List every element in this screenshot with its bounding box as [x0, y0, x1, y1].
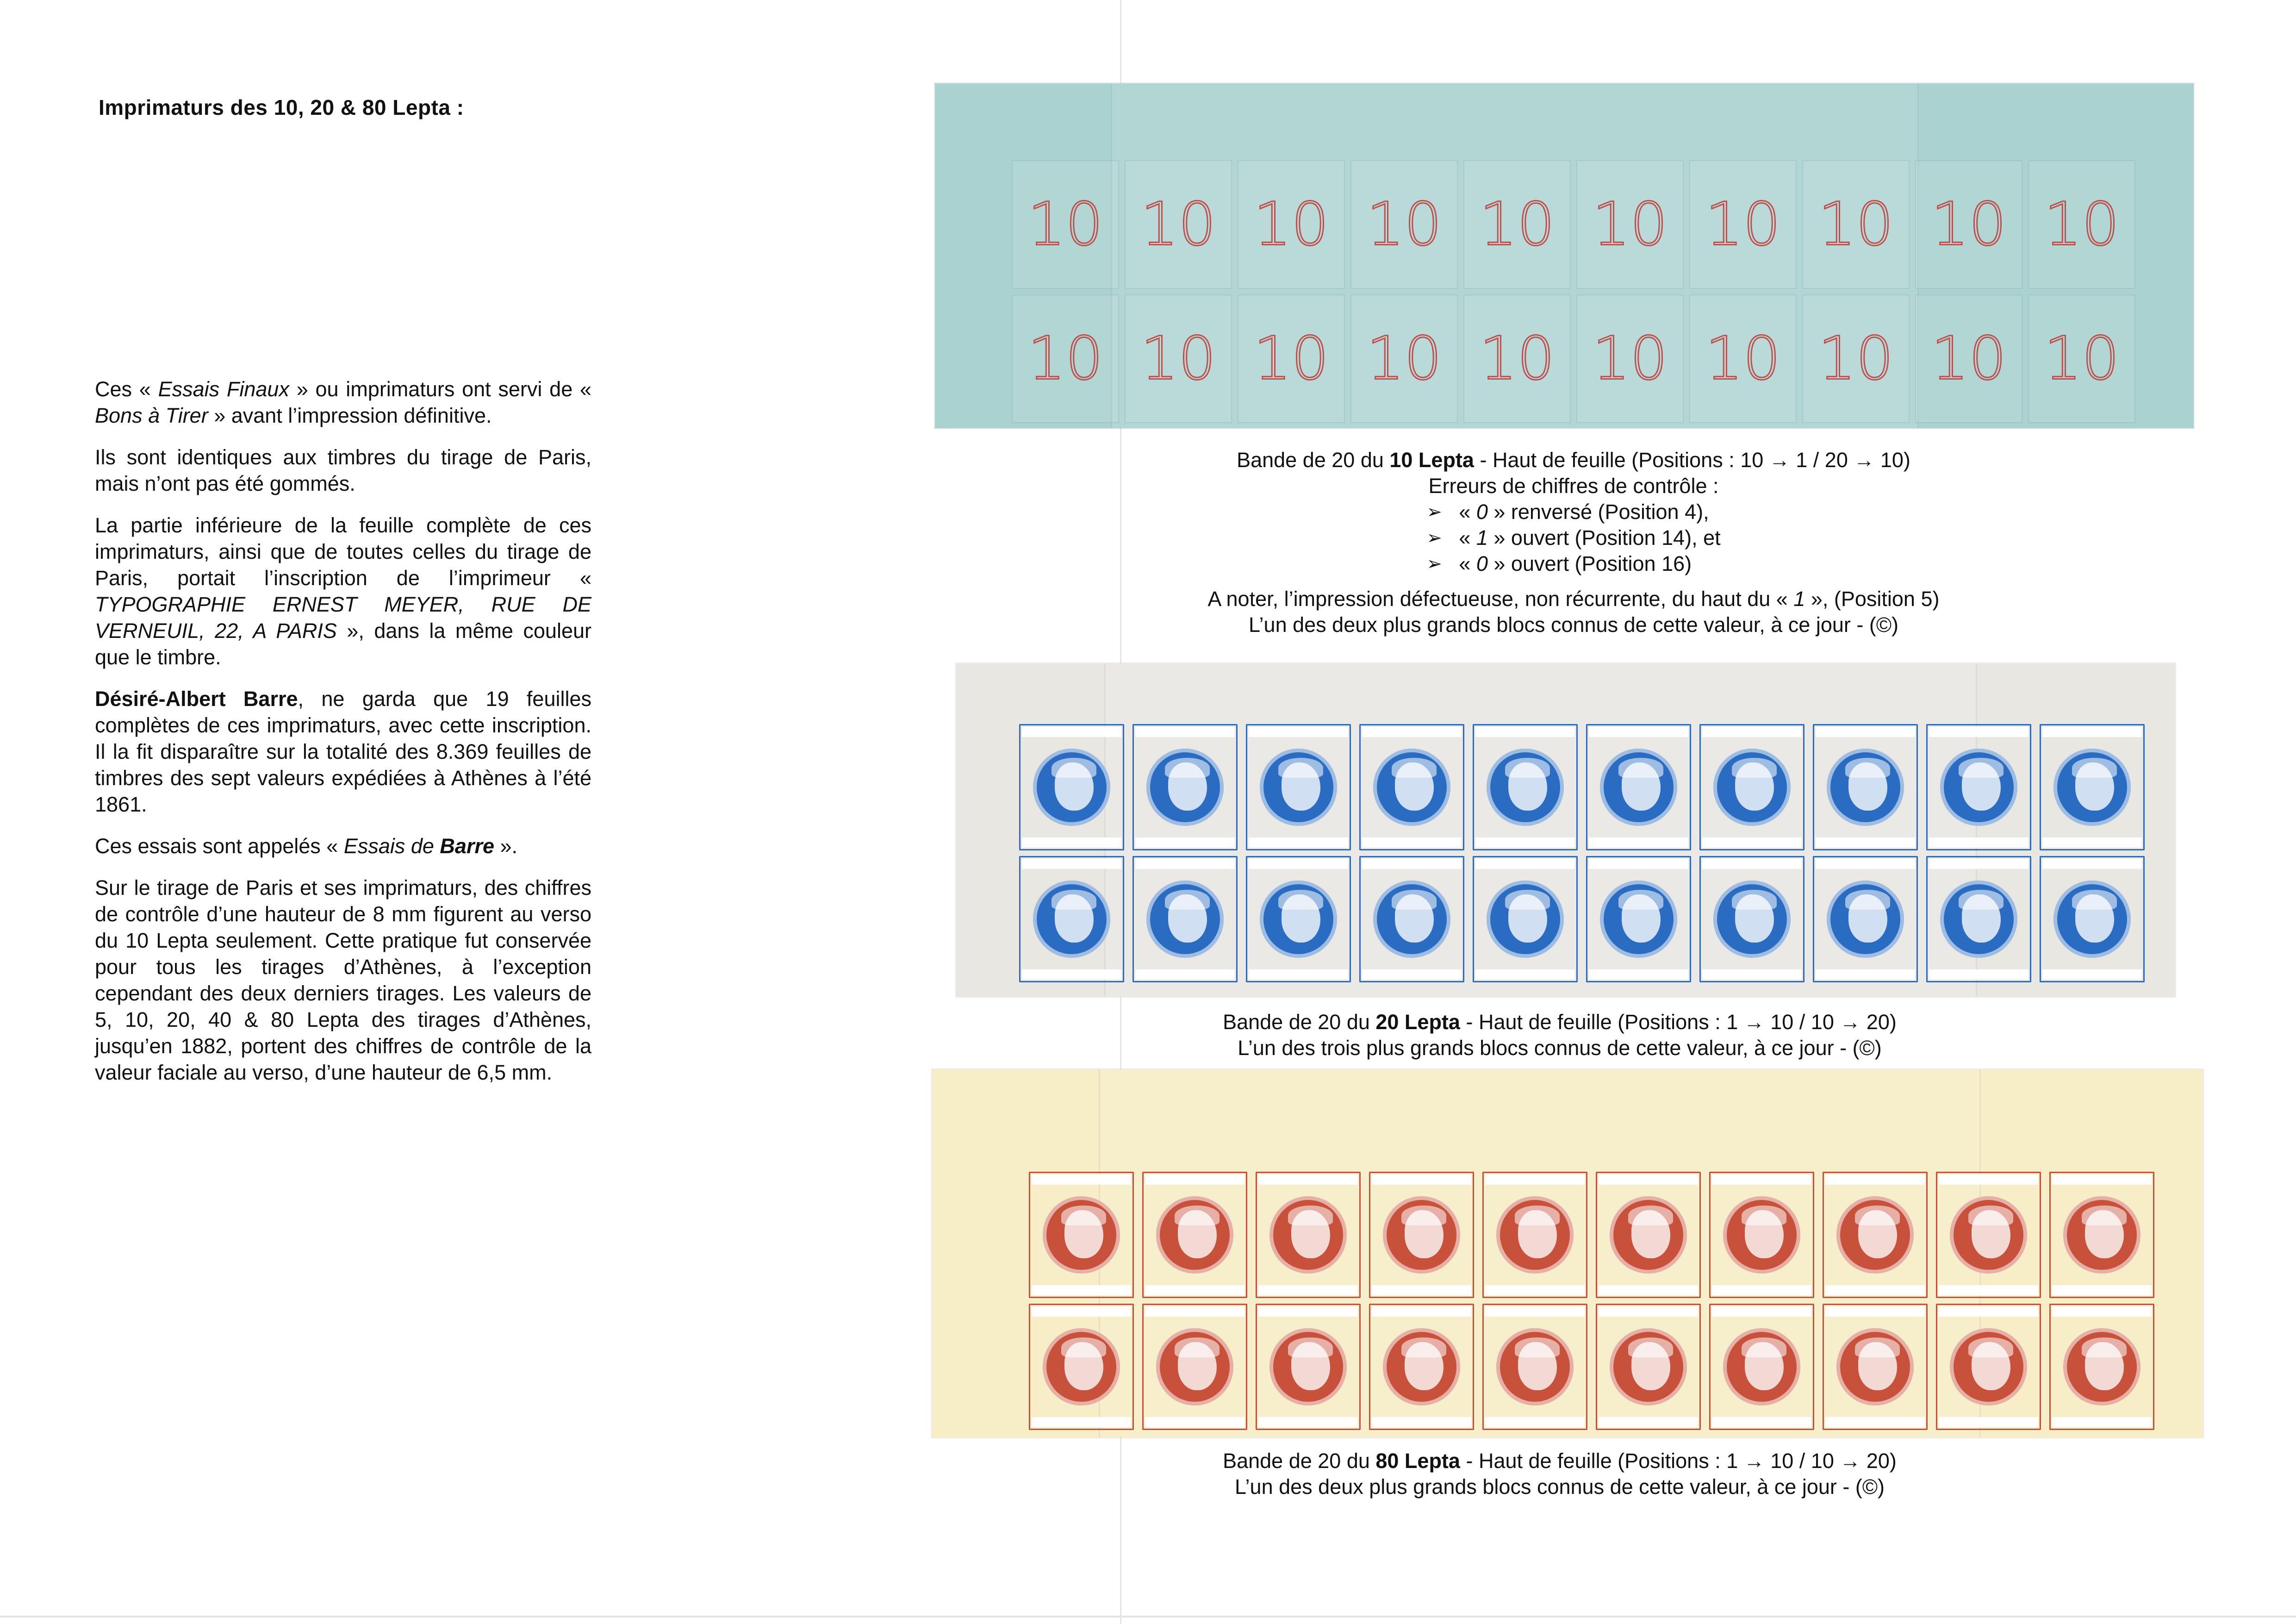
page-title: Imprimaturs des 10, 20 & 80 Lepta :	[99, 95, 464, 119]
proof-numeral: 10	[1705, 324, 1781, 394]
list-item: ➢ « 0 » renversé (Position 4),	[1426, 499, 1720, 525]
proof-stamp	[1915, 160, 2022, 289]
stamp-value-band: 20 · ΛΕΠΤ · 20	[1249, 837, 1348, 848]
hermes-head-icon	[1735, 894, 1774, 943]
stamp-top-band: ΕΛΛ · ΓΡΑΜΜ	[1702, 727, 1802, 737]
hermes-medallion-icon	[1487, 881, 1564, 958]
stamp-value-band: 80 · ΛΕΠΤ · 80	[1825, 1285, 1925, 1295]
stamp	[1132, 856, 1238, 982]
stamp	[1246, 724, 1351, 850]
hermes-head-icon	[1282, 894, 1320, 943]
hermes-head-icon	[1178, 1210, 1217, 1258]
stamp-top-band: ΕΛΛ · ΓΡΑΜΜ	[1712, 1306, 1811, 1317]
stamp	[1823, 1172, 1928, 1298]
stamp-top-band: ΕΛΛ · ΓΡΑΜΜ	[1712, 1174, 1811, 1185]
proof-numeral: 10	[1027, 324, 1103, 394]
hermes-medallion-icon	[1043, 1196, 1120, 1274]
stamp-top-band: ΕΛΛ · ΓΡΑΜΜ	[2042, 859, 2142, 869]
hermes-medallion-icon	[1260, 881, 1338, 958]
proof-stamp	[1576, 294, 1684, 423]
stamp	[1596, 1172, 1701, 1298]
stamp-top-band: ΕΛΛ · ΓΡΑΜΜ	[1258, 1174, 1358, 1185]
proof-stamp	[1463, 160, 1571, 289]
stamp	[1936, 1304, 2041, 1430]
stamp	[2049, 1304, 2154, 1430]
stamp	[1142, 1172, 1247, 1298]
proof-stamp	[1915, 294, 2022, 423]
stamp-value-band: 80 · ΛΕΠΤ · 80	[1258, 1285, 1358, 1295]
stamp-top-band: ΕΛΛ · ΓΡΑΜΜ	[1816, 727, 1915, 737]
stamp	[1926, 724, 2031, 850]
proof-stamp	[1012, 294, 1119, 423]
hermes-medallion-icon	[1487, 749, 1564, 826]
stamp-value-band: 20 · ΛΕΠΤ · 20	[1702, 837, 1802, 848]
stamp	[1586, 724, 1691, 850]
stamp-value-band: 80 · ΛΕΠΤ · 80	[1712, 1417, 1811, 1427]
stamp-value-band: 20 · ΛΕΠΤ · 20	[1249, 969, 1348, 980]
proof-stamp	[1576, 160, 1684, 289]
stamp-top-band: ΕΛΛ · ΓΡΑΜΜ	[1145, 1174, 1244, 1185]
stamp-top-band: ΕΛΛ · ΓΡΑΜΜ	[1249, 727, 1348, 737]
proof-numeral: 10	[2044, 190, 2120, 259]
hermes-medallion-icon	[1723, 1196, 1801, 1274]
stamp-grid-80	[1025, 1169, 2159, 1433]
stamp-top-band: ΕΛΛ · ΓΡΑΜΜ	[1939, 1174, 2038, 1185]
proof-stamp	[1350, 294, 1458, 423]
stamp	[1029, 1172, 1134, 1298]
stamp	[1256, 1304, 1361, 1430]
hermes-head-icon	[1745, 1210, 1784, 1258]
proof-stamp	[2028, 160, 2135, 289]
hermes-head-icon	[1858, 1342, 1897, 1390]
stamp-value-band: 20 · ΛΕΠΤ · 20	[1362, 837, 1462, 848]
sheet-80-lepta	[932, 1069, 2203, 1437]
sheet-10-lepta-imprimatur	[935, 83, 2194, 428]
stamp-top-band: ΕΛΛ · ΓΡΑΜΜ	[1258, 1306, 1358, 1317]
hermes-head-icon	[1848, 762, 1887, 811]
proof-stamp	[1689, 160, 1797, 289]
caption-80-lepta	[1120, 1448, 1999, 1500]
hermes-medallion-icon	[2053, 749, 2131, 826]
stamp-top-band: ΕΛΛ · ΓΡΑΜΜ	[1589, 727, 1688, 737]
stamp	[1709, 1304, 1814, 1430]
hermes-head-icon	[1735, 762, 1774, 811]
hermes-head-icon	[1055, 894, 1094, 943]
stamp-value-band: 20 · ΛΕΠΤ · 20	[1022, 969, 1121, 980]
proof-stamp	[1238, 160, 1345, 289]
proof-numeral: 10	[1479, 190, 1555, 259]
stamp-top-band: ΕΛΛ · ΓΡΑΜΜ	[1816, 859, 1915, 869]
hermes-head-icon	[2075, 894, 2114, 943]
stamp-value-band: 20 · ΛΕΠΤ · 20	[2042, 969, 2142, 980]
stamp	[1029, 1304, 1134, 1430]
stamp-value-band: 80 · ΛΕΠΤ · 80	[1145, 1417, 1244, 1427]
stamp-top-band: ΕΛΛ · ΓΡΑΜΜ	[1475, 727, 1575, 737]
stamp	[2049, 1172, 2154, 1298]
caption-10-note: A noter, l’impression défectueuse, non récurrente, du haut du « 1 », (Position 5)	[1207, 587, 1940, 611]
hermes-head-icon	[1405, 1210, 1444, 1258]
hermes-medallion-icon	[1383, 1196, 1461, 1274]
hermes-medallion-icon	[1600, 881, 1678, 958]
hermes-head-icon	[1518, 1210, 1557, 1258]
stamp-value-band: 20 · ΛΕΠΤ · 20	[1929, 969, 2028, 980]
stamp-top-band: ΕΛΛ · ΓΡΑΜΜ	[1032, 1306, 1131, 1317]
proof-stamp	[1238, 294, 1345, 423]
hermes-head-icon	[2085, 1210, 2124, 1258]
proof-stamp	[1463, 294, 1571, 423]
stamp-top-band: ΕΛΛ · ΓΡΑΜΜ	[1485, 1174, 1585, 1185]
proof-numeral: 10	[1366, 190, 1442, 259]
paragraph-chiffres-controle: Sur le tirage de Paris et ses imprimaturs, des chiffres de contrôle d’une hauteur de 8 mm figurent au verso du 10 Lepta seulement. Cette pratique fut conservée pour tous les tirages d’Athènes, à l’exception cependant des deux derniers tirages. Les valeurs de 5, 10, 20, 40 & 80 Lepta des tirages d’Athènes, jusqu’en 1882, portent des chiffres de contrôle de la valeur faciale au verso, d’une hauteur de 6,5 mm.	[95, 876, 591, 1084]
caption-20-rarity: L’un des trois plus grands blocs connus de cette valeur, à ce jour - (©)	[1238, 1036, 1882, 1060]
hermes-medallion-icon	[1713, 881, 1791, 958]
hermes-medallion-icon	[1043, 1328, 1120, 1406]
hermes-head-icon	[2085, 1342, 2124, 1390]
stamp-value-band: 80 · ΛΕΠΤ · 80	[1372, 1285, 1471, 1295]
paragraph-essais-de-barre: Ces essais sont appelés « Essais de Barre ».	[95, 834, 518, 858]
hermes-medallion-icon	[1383, 1328, 1461, 1406]
stamp-top-band: ΕΛΛ · ΓΡΑΜΜ	[2042, 727, 2142, 737]
stamp-value-band: 80 · ΛΕΠΤ · 80	[1939, 1417, 2038, 1427]
proof-numeral: 10	[1140, 324, 1216, 394]
stamp-value-band: 20 · ΛΕΠΤ · 20	[1135, 969, 1235, 980]
caption-20-title: Bande de 20 du 20 Lepta - Haut de feuille (Positions : 1 → 10 / 10 → 20)	[1223, 1010, 1897, 1034]
hermes-head-icon	[1168, 762, 1207, 811]
stamp-value-band: 20 · ΛΕΠΤ · 20	[1475, 969, 1575, 980]
stamp-grid-10	[1009, 157, 2138, 426]
proof-stamp	[1125, 294, 1232, 423]
stamp	[2040, 724, 2145, 850]
proof-numeral: 10	[1592, 190, 1668, 259]
stamp	[1709, 1172, 1814, 1298]
hermes-medallion-icon	[1156, 1328, 1234, 1406]
proof-numeral: 10	[1818, 190, 1894, 259]
stamp	[2040, 856, 2145, 982]
hermes-medallion-icon	[1146, 881, 1224, 958]
stamp-top-band: ΕΛΛ · ΓΡΑΜΜ	[1929, 727, 2028, 737]
stamp	[1936, 1172, 2041, 1298]
hermes-head-icon	[1291, 1210, 1330, 1258]
proof-numeral: 10	[1818, 324, 1894, 394]
hermes-medallion-icon	[1033, 749, 1111, 826]
stamp-top-band: ΕΛΛ · ΓΡΑΜΜ	[2052, 1306, 2152, 1317]
hermes-medallion-icon	[1723, 1328, 1801, 1406]
stamp-top-band: ΕΛΛ · ΓΡΑΜΜ	[1372, 1306, 1471, 1317]
caption-80-title: Bande de 20 du 80 Lepta - Haut de feuille (Positions : 1 → 10 / 10 → 20)	[1223, 1449, 1897, 1473]
hermes-head-icon	[1631, 1210, 1670, 1258]
hermes-medallion-icon	[1836, 1196, 1914, 1274]
stamp-value-band: 80 · ΛΕΠΤ · 80	[2052, 1285, 2152, 1295]
stamp-top-band: ΕΛΛ · ΓΡΑΜΜ	[1249, 859, 1348, 869]
proof-stamp	[1125, 160, 1232, 289]
hermes-head-icon	[1622, 762, 1661, 811]
hermes-medallion-icon	[1156, 1196, 1234, 1274]
stamp	[1369, 1304, 1474, 1430]
stamp	[1142, 1304, 1247, 1430]
paragraph-identiques: Ils sont identiques aux timbres du tirage de Paris, mais n’ont pas été gommés.	[95, 445, 591, 495]
stamp-value-band: 20 · ΛΕΠΤ · 20	[1475, 837, 1575, 848]
stamp-top-band: ΕΛΛ · ΓΡΑΜΜ	[1362, 859, 1462, 869]
stamp-value-band: 20 · ΛΕΠΤ · 20	[1816, 837, 1915, 848]
caption-10-errors-heading: Erreurs de chiffres de contrôle :	[1428, 474, 1719, 498]
proof-numeral: 10	[1479, 324, 1555, 394]
stamp-top-band: ΕΛΛ · ΓΡΑΜΜ	[1022, 727, 1121, 737]
hermes-head-icon	[1064, 1210, 1103, 1258]
stamp	[1813, 856, 1918, 982]
hermes-medallion-icon	[2063, 1328, 2141, 1406]
hermes-head-icon	[1405, 1342, 1444, 1390]
hermes-head-icon	[1291, 1342, 1330, 1390]
stamp	[1482, 1304, 1587, 1430]
proof-numeral: 10	[1705, 190, 1781, 259]
stamp-top-band: ΕΛΛ · ΓΡΑΜΜ	[1145, 1306, 1244, 1317]
caption-10-lepta	[1111, 447, 2036, 638]
hermes-medallion-icon	[1827, 881, 1904, 958]
proof-stamp	[2028, 294, 2135, 423]
proof-numeral: 10	[1931, 190, 2007, 259]
hermes-medallion-icon	[1373, 749, 1451, 826]
stamp-value-band: 20 · ΛΕΠΤ · 20	[2042, 837, 2142, 848]
hermes-medallion-icon	[1033, 881, 1111, 958]
stamp	[1482, 1172, 1587, 1298]
stamp-value-band: 20 · ΛΕΠΤ · 20	[1022, 837, 1121, 848]
proof-numeral: 10	[1366, 324, 1442, 394]
hermes-head-icon	[1508, 762, 1547, 811]
hermes-medallion-icon	[1496, 1328, 1574, 1406]
hermes-medallion-icon	[1146, 749, 1224, 826]
stamp	[1813, 724, 1918, 850]
proof-numeral: 10	[1253, 324, 1329, 394]
hermes-medallion-icon	[1600, 749, 1678, 826]
hermes-head-icon	[1282, 762, 1320, 811]
stamp	[1823, 1304, 1928, 1430]
hermes-head-icon	[1848, 894, 1887, 943]
stamp-value-band: 80 · ΛΕΠΤ · 80	[1599, 1285, 1698, 1295]
hermes-head-icon	[1972, 1342, 2010, 1390]
hermes-head-icon	[1064, 1342, 1103, 1390]
stamp-top-band: ΕΛΛ · ΓΡΑΜΜ	[1032, 1174, 1131, 1185]
hermes-head-icon	[1055, 762, 1094, 811]
stamp-value-band: 20 · ΛΕΠΤ · 20	[1929, 837, 2028, 848]
proof-numeral: 10	[1931, 324, 2007, 394]
hermes-head-icon	[1745, 1342, 1784, 1390]
hermes-medallion-icon	[1950, 1328, 2028, 1406]
stamp-top-band: ΕΛΛ · ΓΡΑΜΜ	[1702, 859, 1802, 869]
hermes-head-icon	[1631, 1342, 1670, 1390]
hermes-head-icon	[1858, 1210, 1897, 1258]
hermes-medallion-icon	[2063, 1196, 2141, 1274]
hermes-head-icon	[2075, 762, 2114, 811]
hermes-medallion-icon	[1950, 1196, 2028, 1274]
proof-numeral: 10	[1253, 190, 1329, 259]
hermes-medallion-icon	[1269, 1196, 1347, 1274]
hermes-head-icon	[1962, 762, 2001, 811]
stamp-top-band: ΕΛΛ · ΓΡΑΜΜ	[1825, 1306, 1925, 1317]
page-bottom-edge	[0, 1616, 2296, 1618]
stamp-value-band: 20 · ΛΕΠΤ · 20	[1816, 969, 1915, 980]
hermes-medallion-icon	[1496, 1196, 1574, 1274]
stamp-value-band: 80 · ΛΕΠΤ · 80	[1485, 1285, 1585, 1295]
stamp-value-band: 80 · ΛΕΠΤ · 80	[1599, 1417, 1698, 1427]
stamp-value-band: 80 · ΛΕΠΤ · 80	[1032, 1285, 1131, 1295]
stamp-value-band: 80 · ΛΕΠΤ · 80	[1939, 1285, 2038, 1295]
stamp-top-band: ΕΛΛ · ΓΡΑΜΜ	[1939, 1306, 2038, 1317]
stamp-value-band: 80 · ΛΕΠΤ · 80	[1032, 1417, 1131, 1427]
stamp	[1359, 724, 1464, 850]
stamp-top-band: ΕΛΛ · ΓΡΑΜΜ	[1599, 1174, 1698, 1185]
proof-stamp	[1012, 160, 1119, 289]
stamp-value-band: 20 · ΛΕΠΤ · 20	[1135, 837, 1235, 848]
caption-10-title: Bande de 20 du 10 Lepta - Haut de feuille (Positions : 10 → 1 / 20 → 10)	[1237, 448, 1910, 472]
proof-stamp	[1689, 294, 1797, 423]
hermes-medallion-icon	[1269, 1328, 1347, 1406]
stamp-value-band: 80 · ΛΕΠΤ · 80	[1145, 1285, 1244, 1295]
stamp-top-band: ΕΛΛ · ΓΡΑΜΜ	[1589, 859, 1688, 869]
stamp	[1019, 724, 1124, 850]
hermes-medallion-icon	[2053, 881, 2131, 958]
stamp	[1473, 724, 1578, 850]
stamp	[1019, 856, 1124, 982]
stamp	[1246, 856, 1351, 982]
paragraph-barre: Désiré-Albert Barre, ne garda que 19 feuilles complètes de ces imprimaturs, avec cette inscription. Il la fit disparaître sur la totalité des 8.369 feuilles de timbres des sept valeurs expédiées à Athènes à l’été 1861.	[95, 687, 591, 816]
hermes-head-icon	[1178, 1342, 1217, 1390]
proof-numeral: 10	[1140, 190, 1216, 259]
proof-stamp	[1802, 160, 1910, 289]
proof-stamp	[1350, 160, 1458, 289]
stamp-top-band: ΕΛΛ · ΓΡΑΜΜ	[1485, 1306, 1585, 1317]
stamp-value-band: 20 · ΛΕΠΤ · 20	[1589, 837, 1688, 848]
paragraph-essais-finaux: Ces « Essais Finaux » ou imprimaturs ont servi de « Bons à Tirer » avant l’impression définitive.	[95, 377, 592, 427]
left-text-block	[95, 376, 591, 1101]
hermes-medallion-icon	[1610, 1196, 1687, 1274]
proof-stamp	[1802, 294, 1910, 423]
hermes-head-icon	[1622, 894, 1661, 943]
stamp-top-band: ΕΛΛ · ΓΡΑΜΜ	[1362, 727, 1462, 737]
stamp-value-band: 20 · ΛΕΠΤ · 20	[1702, 969, 1802, 980]
stamp-value-band: 80 · ΛΕΠΤ · 80	[1485, 1417, 1585, 1427]
caption-10-error-list	[1426, 499, 1720, 577]
stamp-top-band: ΕΛΛ · ΓΡΑΜΜ	[2052, 1174, 2152, 1185]
stamp-top-band: ΕΛΛ · ΓΡΑΜΜ	[1475, 859, 1575, 869]
stamp-value-band: 20 · ΛΕΠΤ · 20	[1589, 969, 1688, 980]
hermes-head-icon	[1972, 1210, 2010, 1258]
hermes-medallion-icon	[1836, 1328, 1914, 1406]
hermes-medallion-icon	[1373, 881, 1451, 958]
list-item: ➢ « 1 » ouvert (Position 14), et	[1426, 525, 1720, 551]
stamp-grid-20	[1015, 721, 2149, 985]
stamp	[1926, 856, 2031, 982]
stamp	[1473, 856, 1578, 982]
stamp-value-band: 80 · ΛΕΠΤ · 80	[1372, 1417, 1471, 1427]
stamp	[1699, 724, 1804, 850]
stamp-top-band: ΕΛΛ · ΓΡΑΜΜ	[1372, 1174, 1471, 1185]
hermes-head-icon	[1508, 894, 1547, 943]
caption-80-rarity: L’un des deux plus grands blocs connus de cette valeur, à ce jour - (©)	[1235, 1475, 1885, 1499]
stamp-top-band: ΕΛΛ · ΓΡΑΜΜ	[1599, 1306, 1698, 1317]
stamp-top-band: ΕΛΛ · ΓΡΑΜΜ	[1022, 859, 1121, 869]
stamp-top-band: ΕΛΛ · ΓΡΑΜΜ	[1135, 859, 1235, 869]
proof-numeral: 10	[1027, 190, 1103, 259]
stamp-value-band: 80 · ΛΕΠΤ · 80	[2052, 1417, 2152, 1427]
proof-numeral: 10	[1592, 324, 1668, 394]
stamp	[1132, 724, 1238, 850]
stamp-value-band: 80 · ΛΕΠΤ · 80	[1712, 1285, 1811, 1295]
stamp	[1699, 856, 1804, 982]
hermes-head-icon	[1168, 894, 1207, 943]
stamp-value-band: 20 · ΛΕΠΤ · 20	[1362, 969, 1462, 980]
stamp-top-band: ΕΛΛ · ΓΡΑΜΜ	[1825, 1174, 1925, 1185]
hermes-head-icon	[1518, 1342, 1557, 1390]
stamp-value-band: 80 · ΛΕΠΤ · 80	[1825, 1417, 1925, 1427]
hermes-head-icon	[1962, 894, 2001, 943]
hermes-medallion-icon	[1940, 749, 2018, 826]
hermes-medallion-icon	[1260, 749, 1338, 826]
stamp-value-band: 80 · ΛΕΠΤ · 80	[1258, 1417, 1358, 1427]
hermes-medallion-icon	[1713, 749, 1791, 826]
paragraph-inscription: La partie inférieure de la feuille complète de ces imprimaturs, ainsi que de toutes celles du tirage de Paris, portait l’inscription de l’imprimeur « TYPOGRAPHIE ERNEST MEYER, RUE DE VERNEUIL, 22, A PARIS », dans la même couleur que le timbre.	[95, 513, 591, 669]
hermes-medallion-icon	[1827, 749, 1904, 826]
stamp	[1596, 1304, 1701, 1430]
stamp	[1256, 1172, 1361, 1298]
hermes-medallion-icon	[1610, 1328, 1687, 1406]
list-item: ➢ « 0 » ouvert (Position 16)	[1426, 551, 1720, 577]
caption-10-rarity: L’un des deux plus grands blocs connus de cette valeur, à ce jour - (©)	[1249, 613, 1898, 637]
stamp	[1359, 856, 1464, 982]
stamp-top-band: ΕΛΛ · ΓΡΑΜΜ	[1135, 727, 1235, 737]
stamp	[1369, 1172, 1474, 1298]
hermes-head-icon	[1395, 762, 1434, 811]
stamp	[1586, 856, 1691, 982]
hermes-medallion-icon	[1940, 881, 2018, 958]
stamp-top-band: ΕΛΛ · ΓΡΑΜΜ	[1929, 859, 2028, 869]
sheet-20-lepta	[956, 663, 2175, 997]
caption-20-lepta	[1120, 1009, 1999, 1061]
hermes-head-icon	[1395, 894, 1434, 943]
proof-numeral: 10	[2044, 324, 2120, 394]
